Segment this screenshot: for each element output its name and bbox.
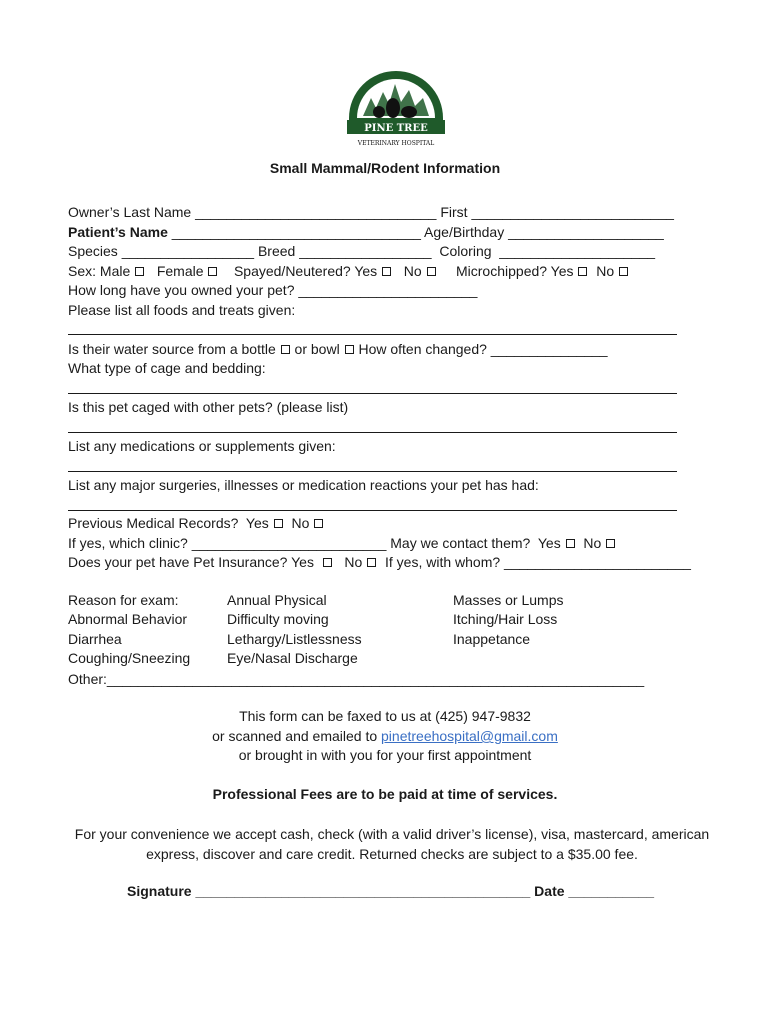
fees-notice: Professional Fees are to be paid at time of services. [212,786,558,802]
reason-item[interactable]: Inappetance [453,630,531,647]
male-checkbox[interactable] [135,267,144,276]
sex-line: Sex: Male Female Spayed/Neutered? Yes No Microchipped? Yes No [68,262,629,280]
reason-item[interactable]: Masses or Lumps [453,592,564,608]
surgeries-answer-line[interactable] [68,510,677,511]
cage-answer-line[interactable] [68,393,677,394]
clinic-line: If yes, which clinic? _________________________ May we contact them? Yes No [68,534,616,552]
contact-yes-checkbox[interactable] [566,539,575,548]
signature-line: Signature ___________________________________________ Date ___________ [127,883,655,899]
caged-with-answer-line[interactable] [68,432,677,433]
email-info: or scanned and emailed to pinetreehospital@gmail.com [212,728,558,744]
contact-no-checkbox[interactable] [606,539,615,548]
reason-item[interactable]: Diarrhea [68,630,122,647]
reason-item[interactable]: Abnormal Behavior [68,611,188,628]
reason-item[interactable]: Eye/Nasal Discharge [227,650,358,667]
reason-item[interactable]: Itching/Hair Loss [453,611,558,628]
owned-duration-line: How long have you owned your pet? _______________________ [68,282,478,298]
bowl-checkbox[interactable] [345,345,354,354]
microchip-yes-checkbox[interactable] [578,267,587,276]
patient-name-line: Patient’s Name ________________________________ Age/Birthday ____________________ [68,224,664,240]
foods-label: Please list all foods and treats given: [68,302,296,318]
insurance-yes-checkbox[interactable] [323,558,332,567]
medications-answer-line[interactable] [68,471,677,472]
records-line: Previous Medical Records? Yes No [68,514,324,532]
reasons-col-1 [68,591,190,669]
logo-subtitle: VETERINARY HOSPITAL [357,140,435,147]
female-checkbox[interactable] [208,267,217,276]
payment-info: For your convenience we accept cash, check (with a valid driver’s license), visa, mastercard, american express, discover and care credit. Returned checks are subject to a $35.00 fee. [74,826,710,862]
water-line: Is their water source from a bottle or bowl How often changed? _______________ [68,341,608,357]
reasons-col-2 [227,591,362,669]
owner-name-line: Owner’s Last Name _______________________________ First __________________________ [68,204,674,220]
reason-item[interactable]: Lethargy/Listlessness [227,630,362,647]
reason-item[interactable]: Difficulty moving [227,611,329,628]
email-link[interactable]: pinetreehospital@gmail.com [381,728,558,744]
form-title: Small Mammal/Rodent Information [269,160,501,176]
other-line: Other:_____________________________________________________________________ [68,671,645,687]
records-yes-checkbox[interactable] [274,519,283,528]
records-no-checkbox[interactable] [314,519,323,528]
reasons-col-3 [453,591,563,649]
insurance-line: Does your pet have Pet Insurance? Yes No If yes, with whom? ________________________ [68,554,691,570]
spayed-no-checkbox[interactable] [427,267,436,276]
pine-tree-logo [343,58,449,150]
caged-with-label: Is this pet caged with other pets? (please list) [68,399,349,415]
surgeries-label: List any major surgeries, illnesses or medication reactions your pet has had: [68,477,539,493]
spayed-yes-checkbox[interactable] [382,267,391,276]
reason-item[interactable]: Annual Physical [227,592,327,608]
bring-info: or brought in with you for your first appointment [238,747,532,763]
foods-answer-line[interactable] [68,334,677,335]
reason-label: Reason for exam: [68,592,179,608]
medications-label: List any medications or supplements given: [68,438,336,454]
reason-item[interactable]: Coughing/Sneezing [68,650,191,667]
insurance-no-checkbox[interactable] [367,558,376,567]
logo-name: PINE TREE [364,123,428,134]
fax-info: This form can be faxed to us at (425) 947-9832 [239,708,531,724]
cage-label: What type of cage and bedding: [68,360,266,376]
microchip-no-checkbox[interactable] [619,267,628,276]
bottle-checkbox[interactable] [281,345,290,354]
species-line: Species _________________ Breed _________________ Coloring ____________________ [68,243,656,259]
